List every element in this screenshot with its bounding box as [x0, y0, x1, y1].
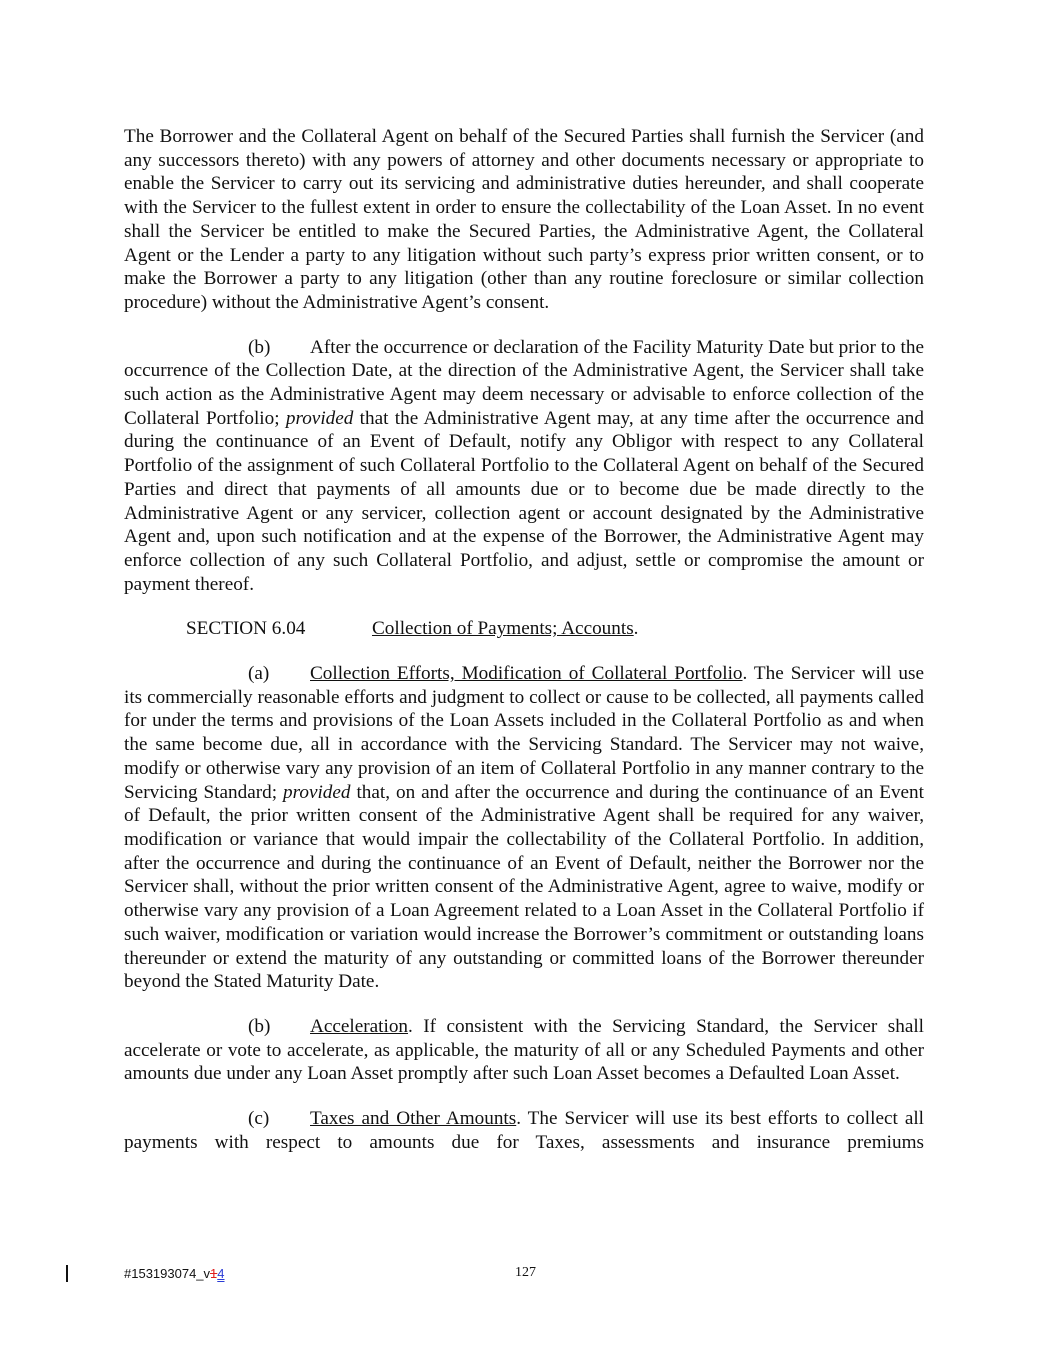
document-body	[124, 125, 924, 1175]
subsection-heading: Collection Efforts, Modification of Collateral Portfolio	[310, 663, 743, 685]
paragraph-a-collection-efforts: (a) Collection Efforts, Modification of Collateral Portfolio. The Servicer will use its commercially reasonable efforts and judgment to collect or cause to be collected, all payments called for under the terms and provisions of the Loan Assets included in the Collateral Portfolio as and when the same become due, all in accordance with the Servicing Standard. The Servicer may not waive, modify or otherwise vary any provision of an item of Collateral Portfolio in any manner contrary to the Servicing Standard; provided that, on and after the occurrence and during the continuance of an Event of Default, the prior written consent of the Administrative Agent shall be required for any waiver, modification or variance that would impair the collectability of the Collateral Portfolio. In addition, after the occurrence and during the continuance of an Event of Default, neither the Borrower nor the Servicer shall, without the prior written consent of the Administrative Agent, agree to waive, modify or otherwise vary any provision of a Loan Agreement related to a Loan Asset in the Collateral Portfolio if such waiver, modification or variation would increase the Borrower’s commitment or outstanding loans thereunder or extend the maturity of any outstanding or committed loans of the Borrower thereunder beyond the Stated Maturity Date.	[124, 663, 924, 993]
paragraph-b-acceleration: (b) Acceleration. If consistent with the Servicing Standard, the Servicer shall accelerate or vote to accelerate, as applicable, the maturity of all or any Scheduled Payments and other amounts due under any Loan Asset promptly after such Loan Asset becomes a Defaulted Loan Asset.	[124, 1015, 924, 1085]
section-number: SECTION 6.04	[186, 618, 306, 640]
italic-provided: provided	[285, 407, 354, 429]
section-title: Collection of Payments; Accounts	[372, 618, 634, 640]
footer-document-id: #153193074_v14	[124, 1266, 225, 1281]
section-heading: SECTION 6.04 Collection of Payments; Accounts.	[186, 618, 639, 640]
subsection-heading: Taxes and Other Amounts	[310, 1108, 517, 1130]
enum-label: (b)	[248, 336, 271, 358]
paragraph-c-taxes: (c) Taxes and Other Amounts. The Servicer will use its best efforts to collect all payments with respect to amounts due for Taxes, assessments and insurance premiums	[124, 1108, 924, 1153]
subsection-heading: Acceleration	[310, 1015, 409, 1037]
deleted-version: 1	[210, 1266, 218, 1281]
change-bar	[66, 1265, 68, 1282]
enum-label: (c)	[248, 1108, 270, 1130]
page-number: 127	[515, 1265, 536, 1280]
paragraph-servicer-powers: The Borrower and the Collateral Agent on behalf of the Secured Parties shall furnish the Servicer (and any successors thereto) with any powers of attorney and other documents necessary or appropriate to enable the Servicer to carry out its servicing and administrative duties hereunder, and shall cooperate with the Servicer to the fullest extent in order to ensure the collectability of the Loan Asset. In no event shall the Servicer be entitled to make the Secured Parties, the Administrative Agent, the Collateral Agent or the Lender a party to any litigation without such party’s express prior written consent, or to make the Borrower a party to any litigation (other than any routine foreclosure or similar collection procedure) without the Administrative Agent’s consent.	[124, 126, 924, 313]
italic-provided: provided	[283, 781, 351, 803]
inserted-version: 4	[217, 1266, 225, 1281]
enum-label: (a)	[248, 663, 270, 685]
enum-label: (b)	[248, 1015, 271, 1037]
paragraph-b-enforcement: (b) After the occurrence or declaration of the Facility Maturity Date but prior to the occurrence of the Collection Date, at the direction of the Administrative Agent, the Servicer shall take such action as the Administrative Agent may deem necessary or advisable to enforce collection of the Collateral Portfolio; provided that the Administrative Agent may, at any time after the occurrence and during the continuance of an Event of Default, notify any Obligor with respect to any Collateral Portfolio of the assignment of such Collateral Portfolio to the Collateral Agent on behalf of the Secured Parties and direct that payments of all amounts due or to become due be made directly to the Administrative Agent or any servicer, collection agent or account designated by the Administrative Agent and, upon such notification and at the expense of the Borrower, the Administrative Agent may enforce collection of any such Collateral Portfolio, and adjust, settle or compromise the amount or payment thereof.	[124, 336, 924, 595]
